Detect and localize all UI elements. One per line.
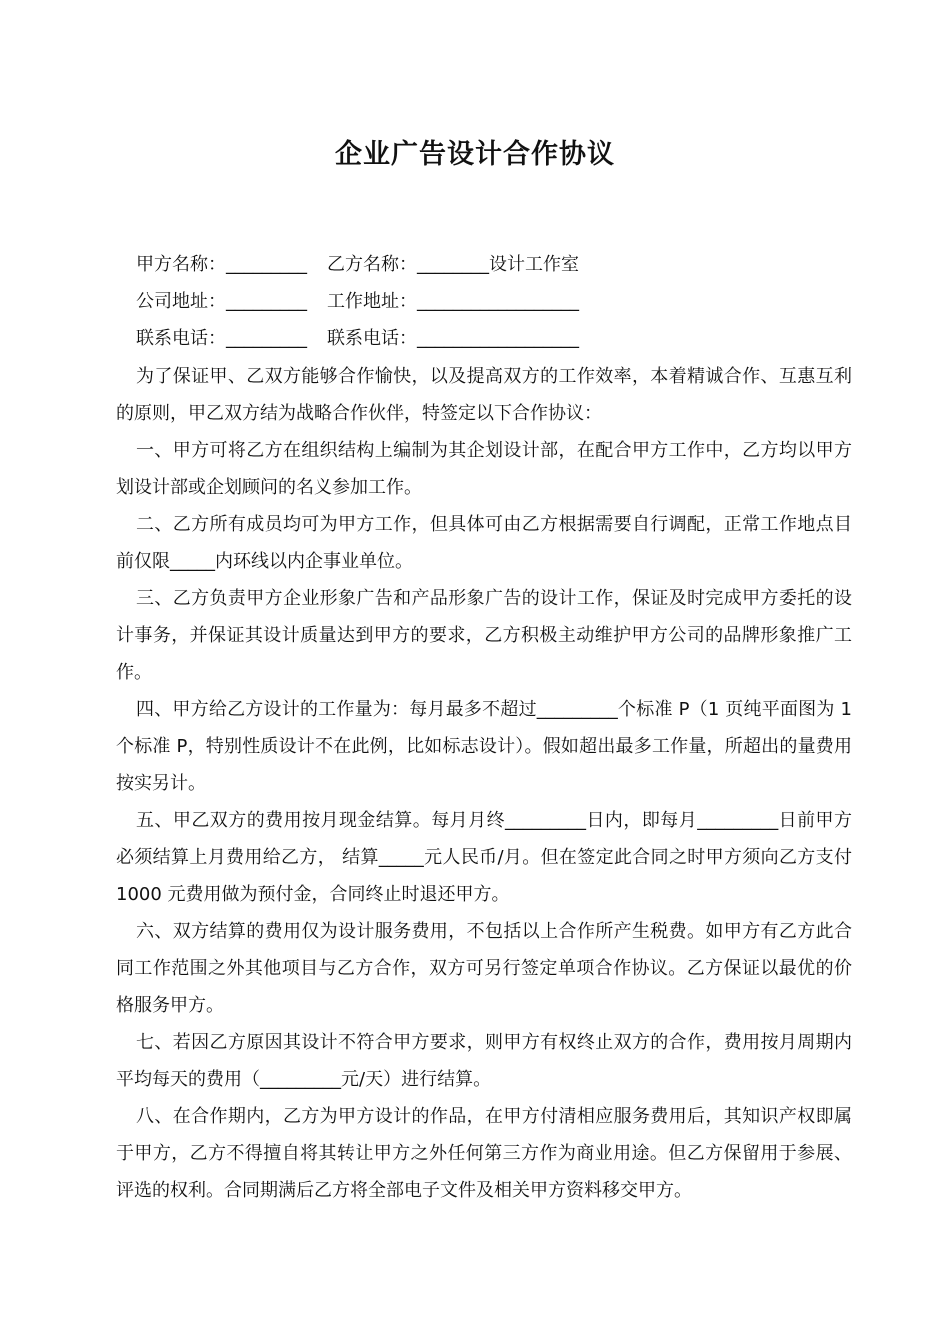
party-b-name-field: 乙方名称：________设计工作室 <box>327 254 579 275</box>
clause-1-paragraph: 一、甲方可将乙方在组织结构上编制为其企划设计部，在配合甲方工作中，乙方均以甲方划设计部或企划顾问的名义参加工作。 <box>116 440 852 498</box>
party-info-row-name <box>136 246 579 283</box>
preamble-paragraph: 为了保证甲、乙双方能够合作愉快，以及提高双方的工作效率，本着精诚合作、互惠互利的原则，甲乙双方结为战略合作伙伴，特签定以下合作协议： <box>116 366 852 424</box>
party-info-row-phone <box>136 320 579 357</box>
agreement-body <box>116 358 852 1209</box>
party-a-address-field: 公司地址：_________ <box>136 291 307 312</box>
party-b-address-field: 工作地址：__________________ <box>327 291 579 312</box>
party-a-name-field: 甲方名称：_________ <box>136 254 307 275</box>
clause-2-paragraph: 二、乙方所有成员均可为甲方工作，但具体可由乙方根据需要自行调配，正常工作地点目前仅限_____内环线以内企事业单位。 <box>116 514 852 572</box>
party-info-block <box>136 246 579 357</box>
party-info-row-address <box>136 283 579 320</box>
clause-4-paragraph: 四、甲方给乙方设计的工作量为：每月最多不超过_________个标准 P（1 页纯平面图为 1 个标准 P，特别性质设计不在此例，比如标志设计）。假如超出最多工作量，所超出的量费用按实另计。 <box>116 699 852 794</box>
clause-5-paragraph: 五、甲乙双方的费用按月现金结算。每月月终_________日内，即每月_________日前甲方必须结算上月费用给乙方， 结算_____元人民币/月。但在签定此合同之时甲方须向乙方支付 1000 元费用做为预付金，合同终止时退还甲方。 <box>116 810 852 905</box>
clause-6-paragraph: 六、双方结算的费用仅为设计服务费用，不包括以上合作所产生税费。如甲方有乙方此合同工作范围之外其他项目与乙方合作，双方可另行签定单项合作协议。乙方保证以最优的价格服务甲方。 <box>116 921 852 1016</box>
clause-7-paragraph: 七、若因乙方原因其设计不符合甲方要求，则甲方有权终止双方的合作，费用按月周期内平均每天的费用（_________元/天）进行结算。 <box>116 1032 852 1090</box>
document-title: 企业广告设计合作协议 <box>335 139 615 170</box>
clause-8-paragraph: 八、在合作期内，乙方为甲方设计的作品，在甲方付清相应服务费用后，其知识产权即属于甲方，乙方不得擅自将其转让甲方之外任何第三方作为商业用途。但乙方保留用于参展、评选的权利。合同期满后乙方将全部电子文件及相关甲方资料移交甲方。 <box>116 1106 852 1201</box>
clause-3-paragraph: 三、乙方负责甲方企业形象广告和产品形象广告的设计工作，保证及时完成甲方委托的设计事务，并保证其设计质量达到甲方的要求，乙方积极主动维护甲方公司的品牌形象推广工作。 <box>116 588 852 683</box>
party-a-phone-field: 联系电话：_________ <box>136 328 307 349</box>
party-b-phone-field: 联系电话：__________________ <box>327 328 579 349</box>
